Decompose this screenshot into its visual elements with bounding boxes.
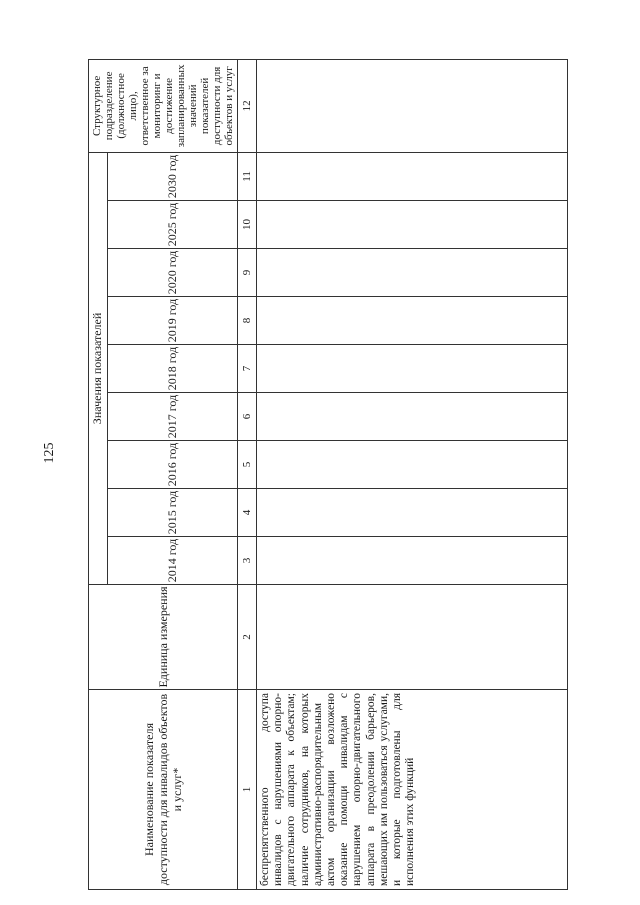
- column-number: 2: [238, 585, 257, 690]
- column-number: 6: [238, 393, 257, 441]
- header-year: 2014 год: [107, 537, 237, 585]
- header-year: 2025 год: [107, 201, 237, 249]
- empty-cell: [257, 393, 568, 441]
- header-indicator-name: Наименование показателя доступности для инвалидов объектов и услуг*: [89, 690, 238, 890]
- header-year: 2016 год: [107, 441, 237, 489]
- header-responsible: Структурное подразделение (должностное лицо), ответственное за мониторинг и достижение запланированных значений показателей доступности для объектов и услуг: [89, 59, 238, 152]
- column-number: 8: [238, 297, 257, 345]
- column-number: 11: [238, 152, 257, 200]
- rotated-table-area: [88, 60, 568, 890]
- header-year: 2030 год: [107, 152, 237, 200]
- header-unit: Единица измерения: [89, 585, 238, 690]
- column-number: 1: [238, 690, 257, 890]
- empty-cell: [257, 152, 568, 200]
- column-number: 3: [238, 537, 257, 585]
- empty-cell: [257, 59, 568, 152]
- column-number: 12: [238, 59, 257, 152]
- header-year: 2015 год: [107, 489, 237, 537]
- empty-cell: [257, 585, 568, 690]
- accessibility-indicators-table: [88, 59, 568, 890]
- column-number: 10: [238, 201, 257, 249]
- column-number: 4: [238, 489, 257, 537]
- empty-cell: [257, 201, 568, 249]
- empty-cell: [257, 249, 568, 297]
- header-year: 2018 год: [107, 345, 237, 393]
- column-number: 7: [238, 345, 257, 393]
- page-number: 125: [42, 442, 57, 464]
- empty-cell: [257, 489, 568, 537]
- header-values-group: Значения показателей: [89, 152, 108, 584]
- header-year: 2017 год: [107, 393, 237, 441]
- empty-cell: [257, 345, 568, 393]
- indicator-description: беспрепятственного доступа инвалидов с нарушениями опорно-двигательного аппарата к объектам; наличие сотрудников, на которых административно-распорядительным актом организации возложено оказание помощи инвалидам с нарушением опорно-двигательного аппарата в преодолении барьеров, мешающих им пользоваться услугами, и которые подготовлены для исполнения этих функций: [257, 690, 568, 890]
- empty-cell: [257, 441, 568, 489]
- column-number: 5: [238, 441, 257, 489]
- header-year: 2019 год: [107, 297, 237, 345]
- empty-cell: [257, 297, 568, 345]
- empty-cell: [257, 537, 568, 585]
- header-year: 2020 год: [107, 249, 237, 297]
- column-number: 9: [238, 249, 257, 297]
